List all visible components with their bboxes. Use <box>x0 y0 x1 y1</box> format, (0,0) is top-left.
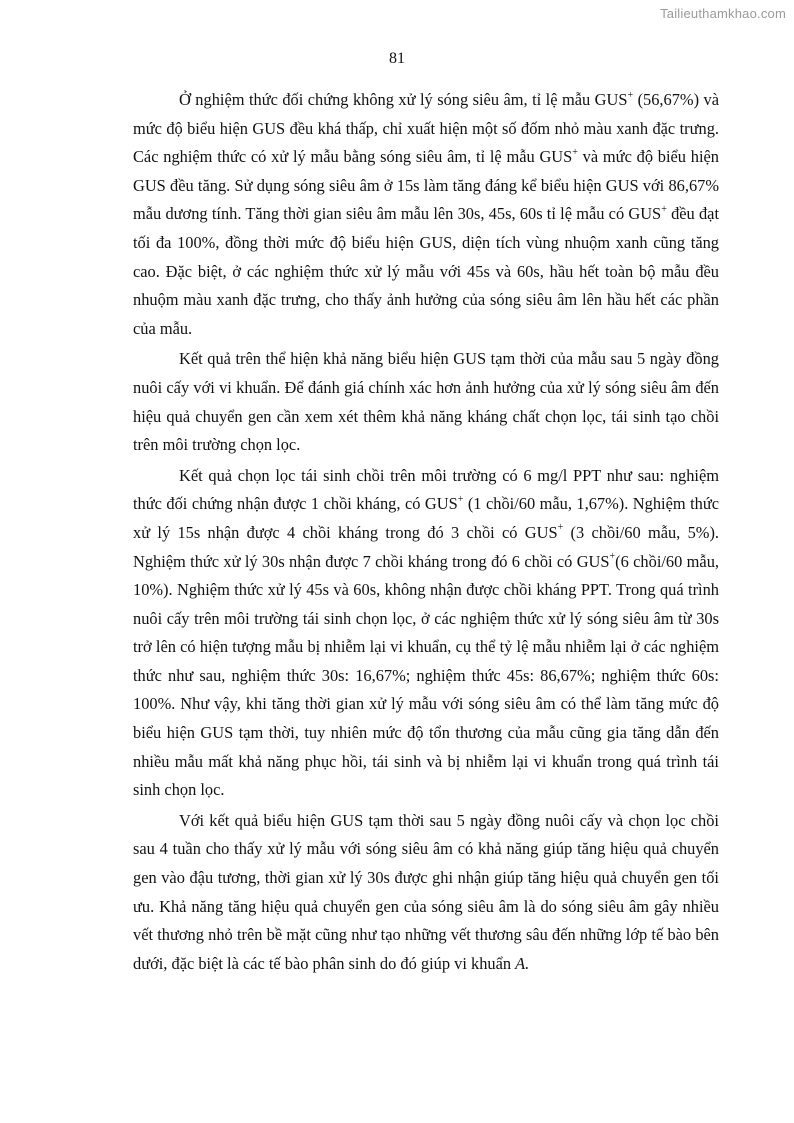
superscript: + <box>627 89 634 101</box>
watermark-text: Tailieuthamkhao.com <box>660 6 786 21</box>
superscript: + <box>572 146 578 158</box>
paragraph-4 <box>133 807 719 979</box>
paragraph-text: Kết quả chọn lọc tái sinh chồi trên môi trường có 6 mg/l PPT như sau: nghiệm thức đối chứng nhận được 1 chồi kháng, có GUS <box>133 465 719 514</box>
paragraph-text: (6 chồi/60 mẫu, 10%). Nghiệm thức xử lý 45s và 60s, không nhận được chồi kháng PPT. Trong quá trình nuôi cấy trên môi trường tái sinh chọn lọc, ở các nghiệm thức xử lý sóng siêu âm từ 30s trở lên có hiện tượng mẫu bị nhiễm lại vi khuẩn, cụ thể tỷ lệ mẫu nhiễm lại ở các nghiệm thức như sau, nghiệm thức 30s: 16,67%; nghiệm thức 45s: 86,67%; nghiệm thức 60s: 100%. Như vậy, khi tăng thời gian xử lý mẫu với sóng siêu âm có thể làm tăng mức độ biểu hiện GUS tạm thời, tuy nhiên mức độ tổn thương của mẫu cũng gia tăng dẫn đến nhiều mẫu mất khả năng phục hồi, tái sinh và bị nhiễm lại vi khuẩn trong quá trình tái sinh chọn lọc. <box>133 551 719 800</box>
italic-text: A. <box>515 953 530 973</box>
paragraph-text: (1 chồi/60 mẫu, 1,67%). Nghiệm thức xử lý 15s nhận được 4 chồi kháng trong đó 3 chồi có GUS <box>133 494 720 542</box>
paragraph-text: Với kết quả biểu hiện GUS tạm thời sau 5 ngày đồng nuôi cấy và chọn lọc chồi sau 4 tuần cho thấy xử lý mẫu với sóng siêu âm có khả năng giúp tăng hiệu quả chuyển gen vào đậu tương, thời gian xử lý 30s được ghi nhận giúp tăng hiệu quả chuyển gen tối ưu. Khả năng tăng hiệu quả chuyển gen của sóng siêu âm là do sóng siêu âm gây nhiều vết thương nhỏ trên bề mặt cũng như tạo những vết thương sâu đến những lớp tế bào bên dưới, đặc biệt là các tế bào phân sinh do đó giúp vi khuẩn <box>133 810 719 973</box>
superscript: + <box>661 203 667 215</box>
paragraph-3 <box>133 462 719 805</box>
paragraph-text: và mức độ biểu hiện GUS đều tăng. Sử dụng sóng siêu âm ở 15s làm tăng đáng kể biểu hiện GUS với 86,67% mẫu dương tính. Tăng thời gian siêu âm mẫu lên 30s, 45s, 60s tỉ lệ mẫu có GUS <box>133 147 720 224</box>
superscript: + <box>609 551 616 563</box>
paragraph-text: (3 chồi/60 mẫu, 5%). Nghiệm thức xử lý 30s nhận được 7 chồi kháng trong đó 6 chồi có GUS <box>133 522 719 571</box>
paragraph-text: đều đạt tối đa 100%, đồng thời mức độ biểu hiện GUS, diện tích vùng nhuộm xanh cũng tăng cao. Đặc biệt, ở các nghiệm thức xử lý mẫu với 45s và 60s, hầu hết toàn bộ mẫu đều nhuộm màu xanh đặc trưng, cho thấy ảnh hưởng của sóng siêu âm lên hầu hết các phần của mẫu. <box>133 204 719 338</box>
paragraph-1 <box>133 86 719 343</box>
paragraph-2 <box>133 345 719 459</box>
superscript: + <box>557 522 564 534</box>
document-body <box>133 86 719 980</box>
page-number: 81 <box>389 50 405 67</box>
paragraph-text: (56,67%) và mức độ biểu hiện GUS đều khá thấp, chỉ xuất hiện một số đốm nhỏ màu xanh đặc trưng. Các nghiệm thức có xử lý mẫu bằng sóng siêu âm, tỉ lệ mẫu GUS <box>133 90 719 167</box>
paragraph-text: Ở nghiệm thức đối chứng không xử lý sóng siêu âm, tỉ lệ mẫu GUS <box>179 90 628 109</box>
superscript: + <box>457 493 464 505</box>
paragraph-text: Kết quả trên thể hiện khả năng biểu hiện GUS tạm thời của mẫu sau 5 ngày đồng nuôi cấy với vi khuẩn. Để đánh giá chính xác hơn ảnh hưởng của xử lý sóng siêu âm đến hiệu quả chuyển gen cần xem xét thêm khả năng kháng chất chọn lọc, tái sinh tạo chồi trên môi trường chọn lọc. <box>133 349 719 455</box>
